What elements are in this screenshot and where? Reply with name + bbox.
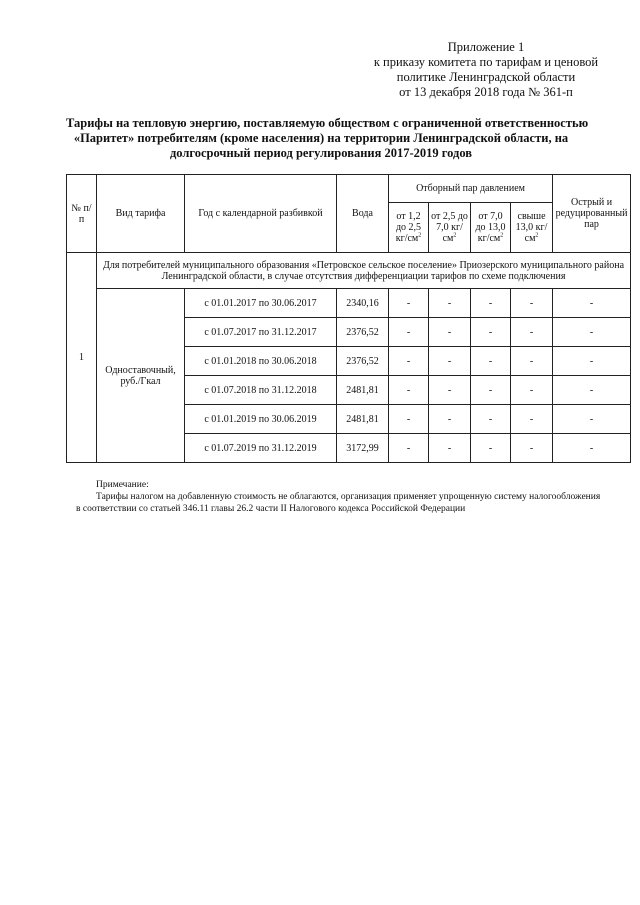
steam-cell: - bbox=[389, 289, 429, 318]
header-tariff-type: Вид тарифа bbox=[97, 175, 185, 253]
period-cell: с 01.01.2017 по 30.06.2017 bbox=[185, 289, 337, 318]
note-label: Примечание: bbox=[96, 480, 149, 490]
water-cell: 2481,81 bbox=[337, 376, 389, 405]
document-title bbox=[66, 116, 589, 161]
header-year: Год с календарной разбивкой bbox=[185, 175, 337, 253]
superscript: 2 bbox=[453, 232, 457, 239]
appendix-line: политике Ленинградской области bbox=[396, 70, 576, 84]
note-text-line: в соответствии со статьей 346.11 главы 26.2 части II Налогового кодекса Российской Федерации bbox=[76, 504, 466, 514]
header-water: Вода bbox=[337, 175, 389, 253]
steam-cell: - bbox=[389, 318, 429, 347]
steam-cell: - bbox=[471, 405, 511, 434]
period-cell: с 01.07.2018 по 31.12.2018 bbox=[185, 376, 337, 405]
steam-cell: - bbox=[471, 318, 511, 347]
steam-cell: - bbox=[429, 347, 471, 376]
sharp-steam-cell: - bbox=[553, 434, 631, 463]
steam-cell: - bbox=[429, 434, 471, 463]
sharp-steam-cell: - bbox=[553, 405, 631, 434]
sharp-steam-cell: - bbox=[553, 318, 631, 347]
steam-cell: - bbox=[471, 289, 511, 318]
appendix-line: к приказу комитета по тарифам и ценовой bbox=[373, 55, 599, 69]
header-steam-4: свыше 13,0 $кг/см^2$ bbox=[511, 203, 553, 253]
water-cell: 2481,81 bbox=[337, 405, 389, 434]
period-cell: с 01.01.2019 по 30.06.2019 bbox=[185, 405, 337, 434]
water-cell: 2376,52 bbox=[337, 318, 389, 347]
header-steam-3: от 7,0 до 13,0 $кг/см^2$ bbox=[471, 203, 511, 253]
header-sharp-steam: Острый и редуцированный пар bbox=[553, 175, 631, 253]
water-cell: 3172,99 bbox=[337, 434, 389, 463]
steam-cell: - bbox=[429, 318, 471, 347]
superscript: 2 bbox=[500, 232, 504, 239]
group-num: 1 bbox=[67, 253, 97, 463]
steam-cell: - bbox=[511, 318, 553, 347]
steam-cell: - bbox=[511, 289, 553, 318]
steam-cell: - bbox=[471, 376, 511, 405]
water-cell: 2340,16 bbox=[337, 289, 389, 318]
steam-cell: - bbox=[511, 405, 553, 434]
steam-cell: - bbox=[429, 376, 471, 405]
steam-cell: - bbox=[511, 376, 553, 405]
title-line: Тарифы на тепловую энергию, поставляемую обществом с ограниченной ответственностью bbox=[66, 116, 589, 130]
sharp-steam-cell: - bbox=[553, 347, 631, 376]
superscript: 2 bbox=[535, 232, 539, 239]
appendix-header bbox=[360, 40, 612, 100]
sharp-steam-cell: - bbox=[553, 376, 631, 405]
period-cell: с 01.07.2019 по 31.12.2019 bbox=[185, 434, 337, 463]
sharp-steam-cell: - bbox=[553, 289, 631, 318]
group-description: Для потребителей муниципального образования «Петровское сельское поселение» Приозерского муниципального района Ленинградской области, в случае отсутствия дифференциации тарифов по схеме подключения bbox=[97, 253, 631, 289]
period-cell: с 01.07.2017 по 31.12.2017 bbox=[185, 318, 337, 347]
period-cell: с 01.01.2018 по 30.06.2018 bbox=[185, 347, 337, 376]
note-block bbox=[76, 479, 626, 515]
tariff-type-cell: Одноставочный, руб./Гкал bbox=[97, 289, 185, 463]
steam-cell: - bbox=[389, 434, 429, 463]
steam-cell: - bbox=[389, 376, 429, 405]
note-text-line: Тарифы налогом на добавленную стоимость не облагаются, организация применяет упрощенную систему налогообложения bbox=[96, 492, 601, 502]
steam-cell: - bbox=[389, 405, 429, 434]
title-line: долгосрочный период регулирования 2017-2019 годов bbox=[169, 146, 473, 160]
header-steam-group: Отборный пар давлением bbox=[389, 175, 553, 203]
steam-cell: - bbox=[429, 289, 471, 318]
header-num: № п/п bbox=[67, 175, 97, 253]
table-row bbox=[67, 289, 631, 318]
header-steam-2: от 2,5 до 7,0 $кг/см^2$ bbox=[429, 203, 471, 253]
superscript: 2 bbox=[418, 232, 422, 239]
tariff-table bbox=[66, 174, 631, 463]
steam-cell: - bbox=[429, 405, 471, 434]
steam-cell: - bbox=[389, 347, 429, 376]
header-steam-1: от 1,2 до 2,5 $кг/см^2$ bbox=[389, 203, 429, 253]
water-cell: 2376,52 bbox=[337, 347, 389, 376]
appendix-line: от 13 декабря 2018 года № 361-п bbox=[399, 85, 573, 99]
steam-cell: - bbox=[471, 434, 511, 463]
appendix-line: Приложение 1 bbox=[447, 40, 525, 54]
title-line: «Паритет» потребителям (кроме населения) на территории Ленинградской области, на bbox=[73, 131, 569, 145]
steam-cell: - bbox=[471, 347, 511, 376]
steam-cell: - bbox=[511, 347, 553, 376]
steam-cell: - bbox=[511, 434, 553, 463]
